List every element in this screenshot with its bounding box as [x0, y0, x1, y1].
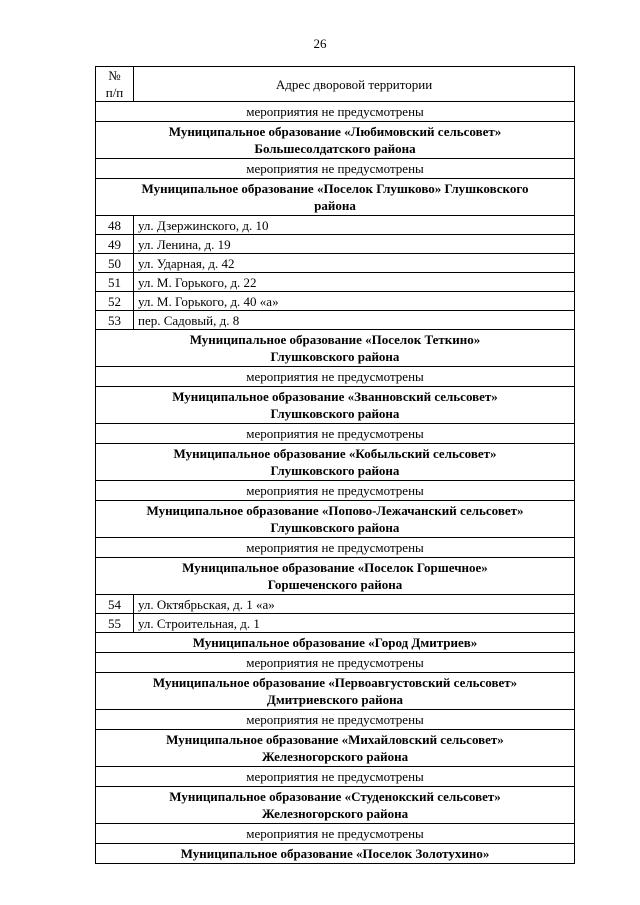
no-activities-text: мероприятия не предусмотрены — [96, 481, 575, 501]
municipality-district-line: Дмитриевского района — [266, 692, 404, 707]
municipality-name-line: Муниципальное образование «Михайловский сельсовет» — [166, 732, 504, 747]
municipality-heading — [96, 387, 575, 424]
table-row — [96, 235, 575, 254]
no-activities-row — [96, 710, 575, 730]
table-row — [96, 595, 575, 614]
row-address: ул. Ленина, д. 19 — [134, 235, 575, 254]
row-address: ул. Строительная, д. 1 — [134, 614, 575, 633]
municipality-district-line: Глушковского района — [270, 520, 400, 535]
municipality-heading-row — [96, 673, 575, 710]
municipality-heading-row — [96, 387, 575, 424]
municipality-name-line: Муниципальное образование «Любимовский сельсовет» — [168, 124, 502, 139]
table-row — [96, 254, 575, 273]
municipality-heading-row — [96, 787, 575, 824]
municipality-name-line: Муниципальное образование «Попово-Лежачанский сельсовет» — [146, 503, 524, 518]
no-activities-row — [96, 102, 575, 122]
row-address: пер. Садовый, д. 8 — [134, 311, 575, 330]
no-activities-text: мероприятия не предусмотрены — [96, 710, 575, 730]
header-number-abbr: п/п — [105, 85, 124, 100]
row-number: 53 — [96, 311, 134, 330]
no-activities-row — [96, 424, 575, 444]
municipality-heading-row — [96, 444, 575, 481]
row-address: ул. Дзержинского, д. 10 — [134, 216, 575, 235]
no-activities-row — [96, 538, 575, 558]
table-row — [96, 292, 575, 311]
municipality-district-line: Глушковского района — [270, 463, 400, 478]
municipality-district-line: Горшеченского района — [267, 577, 403, 592]
municipality-name-line: Муниципальное образование «Первоавгустовский сельсовет» — [152, 675, 518, 690]
no-activities-row — [96, 159, 575, 179]
no-activities-text: мероприятия не предусмотрены — [96, 424, 575, 444]
municipality-heading — [96, 844, 575, 864]
municipality-name-line: Муниципальное образование «Поселок Глушково» Глушковского — [141, 181, 529, 196]
municipality-district-line: Большесолдатского района — [254, 141, 416, 156]
municipality-name-line: Муниципальное образование «Званновский сельсовет» — [172, 389, 498, 404]
municipality-heading-row — [96, 558, 575, 595]
row-number: 50 — [96, 254, 134, 273]
row-number: 54 — [96, 595, 134, 614]
municipality-district-line: района — [314, 198, 356, 213]
header-number-symbol: № — [108, 68, 121, 83]
municipality-heading — [96, 330, 575, 367]
row-number: 52 — [96, 292, 134, 311]
table-row — [96, 311, 575, 330]
no-activities-row — [96, 653, 575, 673]
municipality-heading-row — [96, 730, 575, 767]
municipality-name-line: Муниципальное образование «Поселок Горшечное» — [182, 560, 488, 575]
municipality-district-line: Глушковского района — [270, 349, 400, 364]
municipality-name-line: Муниципальное образование «Город Дмитриев» — [192, 635, 478, 650]
municipality-heading — [96, 179, 575, 216]
no-activities-row — [96, 824, 575, 844]
address-table — [95, 66, 575, 864]
row-address: ул. Ударная, д. 42 — [134, 254, 575, 273]
no-activities-row — [96, 367, 575, 387]
municipality-district-line: Глушковского района — [270, 406, 400, 421]
no-activities-text: мероприятия не предусмотрены — [96, 159, 575, 179]
table-row — [96, 216, 575, 235]
municipality-name-line: Муниципальное образование «Поселок Золотухино» — [180, 846, 490, 861]
municipality-heading — [96, 787, 575, 824]
municipality-district-line: Железногорского района — [261, 749, 409, 764]
table-header-row — [96, 67, 575, 102]
municipality-heading-row — [96, 501, 575, 538]
municipality-heading-row — [96, 633, 575, 653]
municipality-heading — [96, 122, 575, 159]
municipality-heading — [96, 501, 575, 538]
row-number: 51 — [96, 273, 134, 292]
municipality-name-line: Муниципальное образование «Поселок Теткино» — [189, 332, 481, 347]
municipality-heading — [96, 673, 575, 710]
municipality-heading — [96, 444, 575, 481]
address-table-body — [96, 67, 575, 864]
municipality-heading-row — [96, 844, 575, 864]
municipality-heading — [96, 633, 575, 653]
row-address: ул. М. Горького, д. 22 — [134, 273, 575, 292]
municipality-heading — [96, 730, 575, 767]
municipality-name-line: Муниципальное образование «Кобыльский сельсовет» — [173, 446, 497, 461]
no-activities-text: мероприятия не предусмотрены — [96, 767, 575, 787]
no-activities-text: мероприятия не предусмотрены — [96, 102, 575, 122]
row-address: ул. М. Горького, д. 40 «а» — [134, 292, 575, 311]
no-activities-text: мероприятия не предусмотрены — [96, 653, 575, 673]
row-number: 49 — [96, 235, 134, 254]
no-activities-row — [96, 481, 575, 501]
no-activities-row — [96, 767, 575, 787]
municipality-heading-row — [96, 179, 575, 216]
row-number: 48 — [96, 216, 134, 235]
header-number-cell — [96, 67, 134, 102]
page-number: 26 — [313, 36, 327, 51]
table-row — [96, 273, 575, 292]
municipality-heading-row — [96, 122, 575, 159]
table-row — [96, 614, 575, 633]
municipality-district-line: Железногорского района — [261, 806, 409, 821]
municipality-name-line: Муниципальное образование «Студенокский сельсовет» — [169, 789, 501, 804]
no-activities-text: мероприятия не предусмотрены — [96, 824, 575, 844]
row-address: ул. Октябрьская, д. 1 «а» — [134, 595, 575, 614]
header-address-cell: Адрес дворовой территории — [134, 67, 575, 102]
municipality-heading — [96, 558, 575, 595]
row-number: 55 — [96, 614, 134, 633]
no-activities-text: мероприятия не предусмотрены — [96, 538, 575, 558]
no-activities-text: мероприятия не предусмотрены — [96, 367, 575, 387]
municipality-heading-row — [96, 330, 575, 367]
